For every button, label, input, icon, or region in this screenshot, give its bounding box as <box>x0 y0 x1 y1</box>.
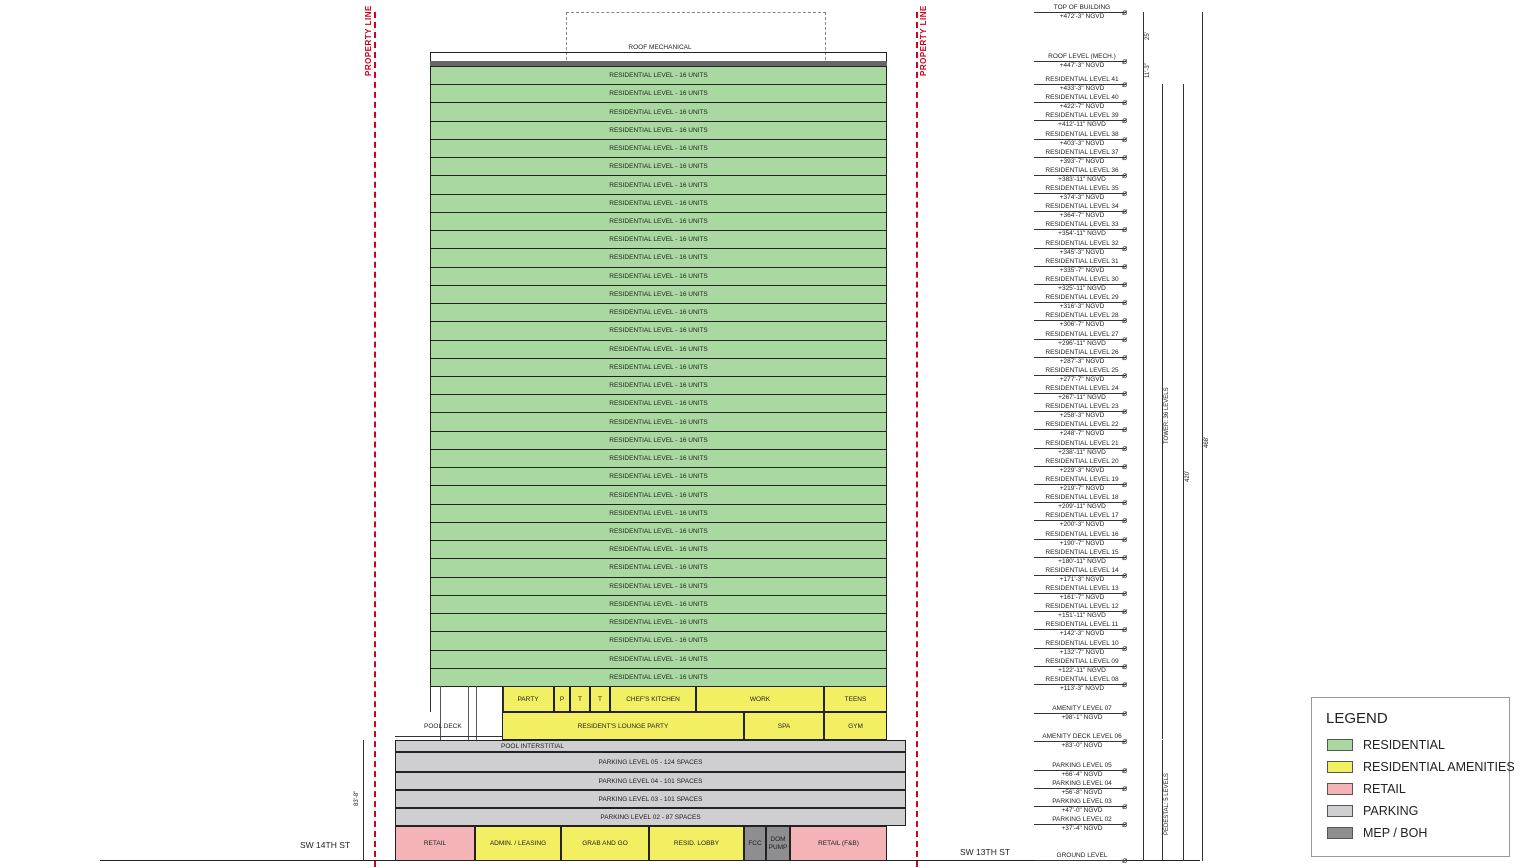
level-name: RESIDENTIAL LEVEL 15 <box>1045 548 1119 556</box>
level-name: PARKING LEVEL 02 <box>1052 816 1112 823</box>
legend-swatch-parking <box>1327 805 1353 817</box>
residential-floor: RESIDENTIAL LEVEL - 16 UNITS <box>430 102 887 121</box>
residential-floor: RESIDENTIAL LEVEL - 16 UNITS <box>430 175 887 194</box>
pool-interstitial-label: POOL INTERSTITIAL <box>501 742 564 750</box>
level-tick-icon: ⌀ <box>1122 819 1128 829</box>
legend-item-mep-boh <box>1327 826 1427 840</box>
residential-floor: RESIDENTIAL LEVEL - 16 UNITS <box>430 522 887 541</box>
ground-resid-lobby: RESID. LOBBY <box>649 826 744 861</box>
residential-floor: RESIDENTIAL LEVEL - 16 UNITS <box>430 449 887 468</box>
level-tick-icon: ⌀ <box>1122 351 1128 362</box>
pool-deck-columns <box>430 686 504 712</box>
level-elevation: +325'-11" NGVD <box>1058 285 1106 292</box>
level-tick-icon: ⌀ <box>1122 7 1128 17</box>
level-elevation: +403'-3" NGVD <box>1059 139 1105 147</box>
dim-line-pedestal <box>1162 740 1163 860</box>
level-elevation: +277'-7" NGVD <box>1059 375 1105 383</box>
dim-line-per-floor <box>1143 12 1144 861</box>
level-tick-icon: ⌀ <box>1122 424 1128 435</box>
level-tick-icon: ⌀ <box>1122 515 1128 526</box>
level-tick-icon: ⌀ <box>1122 206 1128 217</box>
dim-line-420 <box>1183 84 1184 861</box>
level-name: RESIDENTIAL LEVEL 35 <box>1045 185 1119 193</box>
legend-item-retail <box>1327 782 1406 796</box>
level-tick-icon: ⌀ <box>1122 133 1128 144</box>
residential-floor: RESIDENTIAL LEVEL - 16 UNITS <box>430 121 887 140</box>
level-tick-icon: ⌀ <box>1122 736 1128 746</box>
level-tick-icon: ⌀ <box>1122 56 1128 66</box>
residential-floor: RESIDENTIAL LEVEL - 16 UNITS <box>430 595 887 614</box>
level-name: RESIDENTIAL LEVEL 25 <box>1045 366 1119 374</box>
level-tick-icon: ⌀ <box>1122 242 1128 253</box>
podium-height-dim-line <box>363 740 364 860</box>
level-tick-icon: ⌀ <box>1122 624 1128 635</box>
legend-swatch-amenities <box>1327 761 1353 773</box>
legend-item-residential <box>1327 738 1445 752</box>
level-tick-icon: ⌀ <box>1122 188 1128 199</box>
level-tick-icon: ⌀ <box>1122 801 1128 811</box>
level-tick-icon: ⌀ <box>1122 115 1128 126</box>
amenity-party: PARTY <box>502 686 554 712</box>
street-left-label: SW 14TH ST <box>300 840 351 850</box>
residential-floor: RESIDENTIAL LEVEL - 16 UNITS <box>430 577 887 596</box>
level-elevation: +472'-3" NGVD <box>1059 13 1105 20</box>
legend-title: LEGEND <box>1326 710 1388 727</box>
level-elevation: +113'-3" NGVD <box>1059 685 1105 692</box>
level-tick-icon: ⌀ <box>1122 388 1128 399</box>
level-name: RESIDENTIAL LEVEL 12 <box>1045 603 1119 611</box>
level-name: RESIDENTIAL LEVEL 24 <box>1045 385 1119 393</box>
amenity-chefs-kitchen: CHEF'S KITCHEN <box>610 686 696 712</box>
dim-11: 11'-3" <box>1145 63 1151 78</box>
level-name: RESIDENTIAL LEVEL 38 <box>1045 130 1119 138</box>
level-elevation: +393'-7" NGVD <box>1059 157 1105 165</box>
residential-floor: RESIDENTIAL LEVEL - 16 UNITS <box>430 540 887 559</box>
residential-floor: RESIDENTIAL LEVEL - 16 UNITS <box>430 394 887 413</box>
level-elevation: +287'-3" NGVD <box>1059 357 1105 365</box>
level-tick-icon: ⌀ <box>1122 151 1128 162</box>
amenity-t1: T <box>570 686 590 712</box>
parking-level-05: PARKING LEVEL 05 - 124 SPACES <box>395 752 906 772</box>
level-elevation: +383'-11" NGVD <box>1058 175 1106 183</box>
level-line <box>1034 860 1126 861</box>
dim-468: 468' <box>1204 436 1210 448</box>
level-elevation: +267'-11" NGVD <box>1058 394 1106 402</box>
amenity-gym: GYM <box>824 712 887 740</box>
residential-floor: RESIDENTIAL LEVEL - 16 UNITS <box>430 157 887 176</box>
level-name: PARKING LEVEL 03 <box>1052 798 1112 805</box>
level-elevation: +132'-7" NGVD <box>1059 648 1105 656</box>
level-name: RESIDENTIAL LEVEL 26 <box>1045 348 1119 356</box>
street-right-label: SW 13TH ST <box>960 847 1011 857</box>
level-tick-icon: ⌀ <box>1122 79 1128 89</box>
level-name: RESIDENTIAL LEVEL 37 <box>1045 148 1119 156</box>
legend <box>1311 697 1515 857</box>
level-name: PARKING LEVEL 05 <box>1052 762 1112 769</box>
level-elevation: +219'-7" NGVD <box>1059 485 1105 492</box>
level-tick-icon: ⌀ <box>1122 551 1128 562</box>
level-name: RESIDENTIAL LEVEL 40 <box>1045 94 1119 102</box>
level-name: RESIDENTIAL LEVEL 22 <box>1045 421 1119 429</box>
level-elevation: +66'-4" NGVD <box>1061 771 1103 778</box>
level-name: RESIDENTIAL LEVEL 13 <box>1045 585 1119 593</box>
residential-floor: RESIDENTIAL LEVEL - 16 UNITS <box>430 212 887 231</box>
level-elevation: +98'-1" NGVD <box>1061 714 1103 721</box>
level-name: PARKING LEVEL 04 <box>1052 780 1112 787</box>
level-name: RESIDENTIAL LEVEL 39 <box>1045 112 1119 120</box>
level-name: RESIDENTIAL LEVEL 28 <box>1045 312 1119 320</box>
legend-label-residential: RESIDENTIAL <box>1363 738 1445 752</box>
legend-swatch-residential <box>1327 739 1353 751</box>
legend-item-parking <box>1327 804 1418 818</box>
level-elevation: +364'-7" NGVD <box>1059 212 1105 220</box>
residential-floor: RESIDENTIAL LEVEL - 16 UNITS <box>430 358 887 377</box>
level-name: RESIDENTIAL LEVEL 10 <box>1045 639 1119 647</box>
pool-deck-col-3 <box>476 686 477 740</box>
level-name: RESIDENTIAL LEVEL 08 <box>1045 676 1119 683</box>
level-elevation: +83'-0" NGVD <box>1061 742 1103 749</box>
level-tick-icon: ⌀ <box>1122 442 1128 453</box>
ground-fcc: FCC <box>744 826 766 861</box>
ground-grab-and-go: GRAB AND GO <box>561 826 649 861</box>
amenity-p: P <box>554 686 570 712</box>
level-tick-icon: ⌀ <box>1122 660 1128 671</box>
level-tick-icon: ⌀ <box>1122 279 1128 289</box>
level-name: RESIDENTIAL LEVEL 21 <box>1045 439 1119 447</box>
level-tick-icon: ⌀ <box>1122 497 1128 508</box>
level-tick-icon: ⌀ <box>1122 606 1128 617</box>
residential-floor: RESIDENTIAL LEVEL - 16 UNITS <box>430 467 887 486</box>
dim-line-468 <box>1202 12 1203 861</box>
roof-mechanical-label: ROOF MECHANICAL <box>628 44 692 51</box>
level-name: AMENITY LEVEL 07 <box>1052 705 1112 712</box>
podium-height-dim: 83'-8" <box>354 790 360 806</box>
level-tick-icon: ⌀ <box>1122 765 1128 775</box>
residential-floor: RESIDENTIAL LEVEL - 16 UNITS <box>430 285 887 304</box>
residential-floor: RESIDENTIAL LEVEL - 16 UNITS <box>430 340 887 359</box>
residential-floor: RESIDENTIAL LEVEL - 16 UNITS <box>430 248 887 267</box>
level-name: GROUND LEVEL <box>1056 852 1108 859</box>
level-name: RESIDENTIAL LEVEL 32 <box>1045 239 1119 247</box>
level-elevation: +345'-3" NGVD <box>1059 248 1105 256</box>
residential-floor: RESIDENTIAL LEVEL - 16 UNITS <box>430 230 887 249</box>
residential-floor: RESIDENTIAL LEVEL - 16 UNITS <box>430 431 887 450</box>
residential-floor: RESIDENTIAL LEVEL - 16 UNITS <box>430 412 887 431</box>
level-elevation: +56'-8" NGVD <box>1061 789 1103 796</box>
level-elevation: +412'-11" NGVD <box>1058 121 1106 129</box>
property-line-left <box>374 12 376 867</box>
level-tick-icon: ⌀ <box>1122 224 1128 235</box>
level-tick-icon: ⌀ <box>1122 97 1128 108</box>
pool-deck-col-2 <box>468 686 469 740</box>
residential-floor: RESIDENTIAL LEVEL - 16 UNITS <box>430 376 887 395</box>
residential-floor: RESIDENTIAL LEVEL - 16 UNITS <box>430 194 887 213</box>
parking-level-03: PARKING LEVEL 03 - 101 SPACES <box>395 790 906 808</box>
level-elevation: +229'-3" NGVD <box>1059 466 1105 474</box>
level-name: RESIDENTIAL LEVEL 34 <box>1045 203 1119 211</box>
level-elevation: +47'-0" NGVD <box>1061 807 1103 814</box>
level-tick-icon: ⌀ <box>1122 569 1128 580</box>
level-elevation: +422'-7" NGVD <box>1059 103 1105 111</box>
level-elevation: +354'-11" NGVD <box>1058 230 1106 238</box>
level-name: RESIDENTIAL LEVEL 33 <box>1045 221 1119 229</box>
residential-floor: RESIDENTIAL LEVEL - 16 UNITS <box>430 321 887 340</box>
pool-deck-col-1 <box>440 686 441 740</box>
level-tick-icon: ⌀ <box>1122 708 1128 718</box>
level-elevation: +296'-11" NGVD <box>1058 339 1106 347</box>
dim-420: 420' <box>1185 470 1191 482</box>
residential-floor: RESIDENTIAL LEVEL - 16 UNITS <box>430 631 887 650</box>
level-name: RESIDENTIAL LEVEL 31 <box>1045 257 1119 265</box>
pool-interstitial <box>395 740 906 752</box>
level-tick-icon: ⌀ <box>1122 588 1128 599</box>
level-tick-icon: ⌀ <box>1122 479 1128 489</box>
level-elevation: +248'-7" NGVD <box>1059 430 1105 438</box>
dim-pedestal-levels: PEDESTAL: 5 LEVELS <box>1164 773 1170 835</box>
level-elevation: +122'-11" NGVD <box>1058 666 1106 674</box>
residential-floor: RESIDENTIAL LEVEL - 16 UNITS <box>430 139 887 158</box>
level-tick-icon: ⌀ <box>1122 642 1128 653</box>
level-name: RESIDENTIAL LEVEL 18 <box>1045 494 1119 502</box>
level-tick-icon: ⌀ <box>1122 333 1128 344</box>
level-name: RESIDENTIAL LEVEL 36 <box>1045 166 1119 174</box>
level-tick-icon: ⌀ <box>1122 855 1128 865</box>
level-tick-icon: ⌀ <box>1122 783 1128 793</box>
legend-label-amenities: RESIDENTIAL AMENITIES <box>1363 760 1515 774</box>
level-elevation: +209'-11" NGVD <box>1058 503 1106 511</box>
level-elevation: +306'-7" NGVD <box>1059 321 1105 329</box>
level-name: RESIDENTIAL LEVEL 29 <box>1045 294 1119 302</box>
pool-deck-label: POOL DECK <box>424 723 462 730</box>
residential-floor: RESIDENTIAL LEVEL - 16 UNITS <box>430 668 887 687</box>
level-tick-icon: ⌀ <box>1122 406 1128 417</box>
amenity-t2: T <box>590 686 610 712</box>
level-elevation: +161'-7" NGVD <box>1059 594 1105 602</box>
level-elevation: +316'-3" NGVD <box>1059 303 1105 311</box>
level-elevation: +200'-3" NGVD <box>1059 521 1105 529</box>
level-elevation: +433'-3" NGVD <box>1059 85 1105 92</box>
legend-item-amenities <box>1327 760 1515 774</box>
residential-floor: RESIDENTIAL LEVEL - 16 UNITS <box>430 84 887 103</box>
level-elevation: +37'-4" NGVD <box>1061 825 1103 832</box>
amenity-residents-lounge: RESIDENT'S LOUNGE PARTY <box>502 712 744 740</box>
residential-floor: RESIDENTIAL LEVEL - 16 UNITS <box>430 650 887 669</box>
dim-25: 25' <box>1145 32 1151 40</box>
ground-retail-left: RETAIL <box>395 826 475 861</box>
level-name: RESIDENTIAL LEVEL 19 <box>1045 476 1119 483</box>
property-line-right-label: PROPERTY LINE <box>919 5 928 76</box>
residential-floor: RESIDENTIAL LEVEL - 16 UNITS <box>430 613 887 632</box>
level-elevation: +238'-11" NGVD <box>1058 448 1106 456</box>
level-name: RESIDENTIAL LEVEL 23 <box>1045 403 1119 411</box>
ground-dom-pump: DOM PUMP <box>766 826 790 861</box>
legend-label-retail: RETAIL <box>1363 782 1406 796</box>
level-name: RESIDENTIAL LEVEL 20 <box>1045 457 1119 465</box>
level-elevation: +142'-3" NGVD <box>1059 630 1105 638</box>
level-name: RESIDENTIAL LEVEL 11 <box>1045 621 1119 629</box>
parking-level-02: PARKING LEVEL 02 - 87 SPACES <box>395 808 906 826</box>
dim-tower-levels: TOWER: 36 LEVELS <box>1164 387 1170 444</box>
level-name: AMENITY DECK LEVEL 06 <box>1042 733 1122 740</box>
amenity-spa: SPA <box>744 712 824 740</box>
level-tick-icon: ⌀ <box>1122 169 1128 180</box>
level-tick-icon: ⌀ <box>1122 260 1128 271</box>
level-elevation: +171'-3" NGVD <box>1059 575 1105 583</box>
legend-label-parking: PARKING <box>1363 804 1419 818</box>
residential-floor: RESIDENTIAL LEVEL - 16 UNITS <box>430 485 887 504</box>
level-elevation: +447'-3" NGVD <box>1059 62 1105 69</box>
level-name: TOP OF BUILDING <box>1053 4 1111 11</box>
level-tick-icon: ⌀ <box>1122 315 1128 326</box>
legend-swatch-mep-boh <box>1327 827 1353 839</box>
level-tick-icon: ⌀ <box>1122 460 1128 471</box>
dim-line-tower <box>1162 84 1163 739</box>
roof-line <box>430 52 887 53</box>
legend-label-mep-boh: MEP / BOH <box>1363 826 1428 840</box>
property-line-right <box>916 12 918 867</box>
level-elevation: +258'-3" NGVD <box>1059 412 1105 420</box>
property-line-left-label: PROPERTY LINE <box>364 5 373 76</box>
level-name: RESIDENTIAL LEVEL 09 <box>1045 657 1119 665</box>
level-tick-icon: ⌀ <box>1122 297 1128 308</box>
level-name: RESIDENTIAL LEVEL 27 <box>1045 330 1119 338</box>
parking-level-04: PARKING LEVEL 04 - 101 SPACES <box>395 772 906 790</box>
level-tick-icon: ⌀ <box>1122 533 1128 544</box>
residential-floor: RESIDENTIAL LEVEL - 16 UNITS <box>430 267 887 286</box>
level-elevation: +374'-3" NGVD <box>1059 194 1105 202</box>
level-elevation: +151'-11" NGVD <box>1058 612 1106 620</box>
level-elevation: +180'-11" NGVD <box>1058 557 1106 565</box>
ground-admin-leasing: ADMIN. / LEASING <box>475 826 561 861</box>
residential-floor: RESIDENTIAL LEVEL - 16 UNITS <box>430 66 887 85</box>
legend-swatch-retail <box>1327 783 1353 795</box>
level-elevation: +190'-7" NGVD <box>1059 539 1105 547</box>
level-tick-icon: ⌀ <box>1122 369 1128 380</box>
level-name: ROOF LEVEL (MECH.) <box>1048 53 1116 60</box>
amenity-teens: TEENS <box>824 686 887 712</box>
level-name: RESIDENTIAL LEVEL 16 <box>1045 530 1119 538</box>
level-name: RESIDENTIAL LEVEL 41 <box>1045 76 1119 83</box>
residential-floor: RESIDENTIAL LEVEL - 16 UNITS <box>430 558 887 577</box>
level-name: RESIDENTIAL LEVEL 14 <box>1045 566 1119 574</box>
ground-retail-right: RETAIL (F&B) <box>790 826 887 861</box>
amenity-work: WORK <box>696 686 824 712</box>
residential-floor: RESIDENTIAL LEVEL - 16 UNITS <box>430 504 887 523</box>
level-tick-icon: ⌀ <box>1122 679 1128 689</box>
level-name: RESIDENTIAL LEVEL 17 <box>1045 512 1119 520</box>
level-name: RESIDENTIAL LEVEL 30 <box>1045 276 1119 283</box>
pool-deck-line <box>395 736 502 737</box>
level-elevation: +335'-7" NGVD <box>1059 266 1105 274</box>
residential-floor: RESIDENTIAL LEVEL - 16 UNITS <box>430 303 887 322</box>
